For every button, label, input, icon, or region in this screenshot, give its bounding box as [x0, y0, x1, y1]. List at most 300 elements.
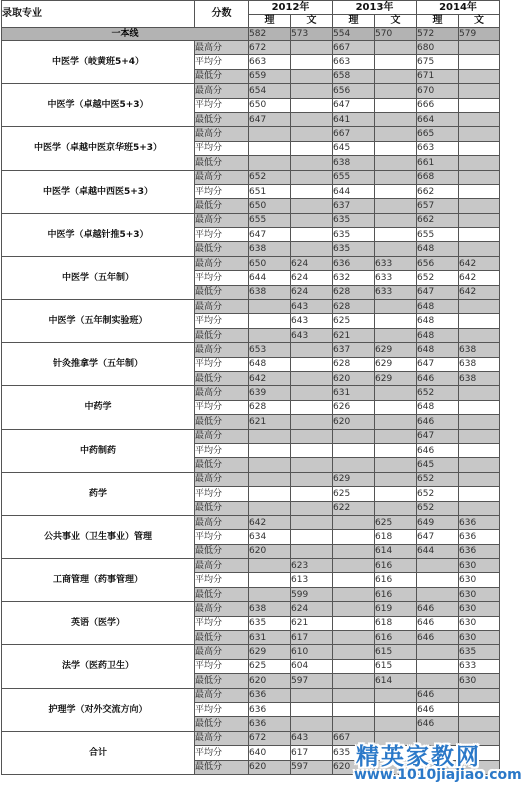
table-row — [2, 170, 500, 184]
score-type-cell: 最高分 — [195, 170, 249, 184]
score-cell: 650 — [249, 199, 291, 213]
score-cell — [291, 184, 333, 198]
year-header-2012: 2012年 — [249, 1, 333, 15]
score-cell: 628 — [333, 357, 375, 371]
score-cell — [417, 645, 459, 659]
score-cell: 646 — [417, 415, 459, 429]
score-cell — [333, 515, 375, 529]
table-row — [2, 343, 500, 357]
score-cell: 647 — [333, 98, 375, 112]
score-cell — [375, 242, 417, 256]
score-cell — [249, 328, 291, 342]
score-cell: 614 — [375, 544, 417, 558]
score-type-cell: 最低分 — [195, 458, 249, 472]
score-cell — [459, 156, 500, 170]
score-cell: 636 — [459, 530, 500, 544]
score-cell: 617 — [291, 631, 333, 645]
score-cell — [291, 530, 333, 544]
score-cell: 647 — [417, 429, 459, 443]
score-cell: 621 — [333, 328, 375, 342]
score-cell: 663 — [333, 55, 375, 69]
score-cell: 646 — [417, 616, 459, 630]
score-cell — [249, 141, 291, 155]
score-cell: 642 — [249, 515, 291, 529]
score-cell: 620 — [249, 674, 291, 688]
score-cell: 617 — [291, 746, 333, 760]
score-cell: 623 — [291, 559, 333, 573]
score-cell — [291, 544, 333, 558]
score-cell: 604 — [291, 659, 333, 673]
score-cell — [291, 41, 333, 55]
score-cell — [249, 300, 291, 314]
score-cell — [459, 69, 500, 83]
score-cell: 640 — [249, 746, 291, 760]
score-cell: 635 — [333, 228, 375, 242]
score-cell: 625 — [375, 515, 417, 529]
score-cell: 663 — [417, 141, 459, 155]
score-cell — [375, 400, 417, 414]
score-cell: 625 — [333, 487, 375, 501]
score-type-cell: 最高分 — [195, 343, 249, 357]
admission-score-table — [1, 0, 500, 775]
score-cell — [291, 472, 333, 486]
score-cell — [291, 371, 333, 385]
score-type-cell: 最高分 — [195, 84, 249, 98]
score-type-cell: 平均分 — [195, 400, 249, 414]
score-cell — [291, 228, 333, 242]
score-cell — [333, 616, 375, 630]
score-cell: 625 — [333, 314, 375, 328]
score-cell — [375, 429, 417, 443]
score-cell: 643 — [291, 731, 333, 745]
score-cell: 642 — [459, 285, 500, 299]
score-cell — [375, 55, 417, 69]
score-type-cell: 平均分 — [195, 228, 249, 242]
subject-header-science: 理 — [417, 15, 459, 28]
score-cell — [333, 429, 375, 443]
score-type-cell: 最低分 — [195, 631, 249, 645]
score-cell — [291, 443, 333, 457]
score-cell — [459, 328, 500, 342]
score-cell — [291, 400, 333, 414]
score-cell — [375, 228, 417, 242]
major-name-cell: 合计 — [2, 731, 195, 774]
score-type-cell: 最低分 — [195, 199, 249, 213]
score-cell — [375, 746, 417, 760]
score-cell — [375, 760, 417, 774]
score-cell: 649 — [417, 515, 459, 529]
header-row-years — [2, 1, 500, 15]
score-cell: 648 — [417, 314, 459, 328]
score-cell: 624 — [291, 271, 333, 285]
score-cell: 636 — [333, 256, 375, 270]
score-cell — [249, 587, 291, 601]
score-cell — [291, 717, 333, 731]
major-name-cell: 中医学（卓越中西医5+3） — [2, 170, 195, 213]
score-type-cell: 最低分 — [195, 285, 249, 299]
year-header-2014: 2014年 — [417, 1, 500, 15]
score-cell: 629 — [375, 343, 417, 357]
score-cell: 633 — [459, 659, 500, 673]
score-cell: 615 — [375, 645, 417, 659]
score-cell — [249, 559, 291, 573]
score-cell — [417, 587, 459, 601]
score-cell: 638 — [459, 343, 500, 357]
yiben-value: 573 — [291, 28, 333, 41]
score-cell — [291, 415, 333, 429]
score-cell — [459, 688, 500, 702]
score-cell: 652 — [417, 472, 459, 486]
score-cell: 650 — [249, 98, 291, 112]
score-cell: 663 — [249, 55, 291, 69]
subject-header-arts: 文 — [459, 15, 500, 28]
score-cell: 651 — [249, 184, 291, 198]
score-cell: 647 — [417, 285, 459, 299]
score-type-cell: 平均分 — [195, 271, 249, 285]
score-cell — [333, 559, 375, 573]
score-cell: 643 — [291, 314, 333, 328]
score-type-cell: 最高分 — [195, 515, 249, 529]
score-cell — [459, 127, 500, 141]
score-cell — [459, 300, 500, 314]
score-cell — [459, 429, 500, 443]
score-cell: 650 — [249, 256, 291, 270]
score-cell — [459, 760, 500, 774]
yiben-line-label: 一本线 — [2, 28, 249, 41]
score-type-cell: 最低分 — [195, 328, 249, 342]
score-cell: 652 — [417, 386, 459, 400]
watermark-url: www.1010jiajiao.com — [354, 767, 522, 783]
score-cell — [459, 717, 500, 731]
score-cell — [375, 300, 417, 314]
score-type-cell: 平均分 — [195, 573, 249, 587]
score-cell: 620 — [333, 760, 375, 774]
score-cell: 648 — [417, 400, 459, 414]
score-cell: 638 — [333, 156, 375, 170]
score-cell — [417, 731, 459, 745]
score-cell: 618 — [375, 530, 417, 544]
table-row — [2, 127, 500, 141]
score-cell: 655 — [333, 170, 375, 184]
score-cell — [459, 731, 500, 745]
score-cell — [459, 501, 500, 515]
score-cell: 637 — [333, 343, 375, 357]
table-row — [2, 731, 500, 745]
score-type-cell: 最低分 — [195, 587, 249, 601]
table-row — [2, 645, 500, 659]
score-cell: 618 — [375, 616, 417, 630]
score-cell: 652 — [249, 170, 291, 184]
score-cell: 630 — [459, 587, 500, 601]
score-cell — [249, 429, 291, 443]
score-cell — [333, 645, 375, 659]
yiben-value: 582 — [249, 28, 291, 41]
score-cell: 655 — [249, 213, 291, 227]
score-cell — [375, 472, 417, 486]
score-cell: 644 — [249, 271, 291, 285]
score-cell: 653 — [249, 343, 291, 357]
major-name-cell: 中药学 — [2, 386, 195, 429]
score-cell: 616 — [375, 573, 417, 587]
yiben-value: 572 — [417, 28, 459, 41]
score-cell — [375, 731, 417, 745]
score-cell: 639 — [249, 386, 291, 400]
score-cell: 642 — [249, 371, 291, 385]
score-type-cell: 最高分 — [195, 127, 249, 141]
table-row — [2, 602, 500, 616]
score-cell — [249, 314, 291, 328]
score-cell — [459, 184, 500, 198]
score-type-cell: 最低分 — [195, 242, 249, 256]
score-cell — [249, 443, 291, 457]
score-cell — [333, 659, 375, 673]
score-cell: 664 — [417, 112, 459, 126]
score-cell: 642 — [459, 271, 500, 285]
score-type-cell: 最低分 — [195, 544, 249, 558]
score-cell — [375, 112, 417, 126]
score-cell — [291, 55, 333, 69]
score-type-cell: 平均分 — [195, 659, 249, 673]
score-cell — [375, 487, 417, 501]
score-cell — [291, 112, 333, 126]
score-type-column-header: 分数 — [195, 1, 249, 28]
score-cell — [333, 573, 375, 587]
score-cell: 620 — [249, 544, 291, 558]
score-cell — [459, 213, 500, 227]
major-name-cell: 中医学（卓越针推5+3） — [2, 213, 195, 256]
score-type-cell: 最高分 — [195, 300, 249, 314]
score-cell — [375, 41, 417, 55]
score-cell — [249, 458, 291, 472]
score-cell — [459, 386, 500, 400]
score-cell: 641 — [333, 112, 375, 126]
score-cell: 648 — [417, 328, 459, 342]
score-cell — [333, 717, 375, 731]
score-type-cell: 最低分 — [195, 674, 249, 688]
score-cell — [375, 98, 417, 112]
score-type-cell: 最高分 — [195, 41, 249, 55]
score-cell: 652 — [417, 487, 459, 501]
score-cell: 656 — [417, 256, 459, 270]
score-cell — [291, 501, 333, 515]
score-cell: 636 — [249, 688, 291, 702]
score-cell: 662 — [417, 184, 459, 198]
score-cell: 619 — [375, 602, 417, 616]
score-cell: 646 — [417, 371, 459, 385]
score-cell — [459, 170, 500, 184]
major-name-cell: 药学 — [2, 472, 195, 515]
score-cell: 638 — [249, 285, 291, 299]
table-row — [2, 41, 500, 55]
score-cell: 630 — [459, 631, 500, 645]
score-cell: 620 — [333, 371, 375, 385]
score-cell — [291, 127, 333, 141]
score-type-cell: 平均分 — [195, 746, 249, 760]
score-cell: 665 — [417, 127, 459, 141]
score-cell — [459, 400, 500, 414]
score-cell: 638 — [459, 357, 500, 371]
score-cell: 637 — [333, 199, 375, 213]
score-cell: 655 — [417, 228, 459, 242]
yiben-line-row — [2, 28, 500, 41]
score-cell: 622 — [333, 501, 375, 515]
score-type-cell: 最低分 — [195, 112, 249, 126]
score-cell — [291, 688, 333, 702]
score-cell: 646 — [417, 702, 459, 716]
score-cell — [417, 559, 459, 573]
score-cell — [291, 156, 333, 170]
table-row — [2, 472, 500, 486]
score-cell: 672 — [249, 731, 291, 745]
score-type-cell: 平均分 — [195, 487, 249, 501]
major-name-cell: 工商管理（药事管理） — [2, 559, 195, 602]
score-cell — [375, 386, 417, 400]
score-cell: 644 — [417, 544, 459, 558]
score-cell: 616 — [375, 559, 417, 573]
score-type-cell: 最低分 — [195, 415, 249, 429]
score-type-cell: 平均分 — [195, 616, 249, 630]
score-cell: 615 — [375, 659, 417, 673]
score-cell — [375, 184, 417, 198]
score-cell: 667 — [333, 731, 375, 745]
score-cell: 635 — [333, 242, 375, 256]
score-cell: 628 — [249, 400, 291, 414]
table-row — [2, 559, 500, 573]
score-cell — [291, 515, 333, 529]
score-cell: 597 — [291, 760, 333, 774]
major-name-cell: 中医学（五年制实验班） — [2, 300, 195, 343]
score-cell — [333, 443, 375, 457]
score-type-cell: 平均分 — [195, 184, 249, 198]
score-cell: 613 — [291, 573, 333, 587]
score-type-cell: 平均分 — [195, 702, 249, 716]
score-cell — [291, 343, 333, 357]
score-cell: 658 — [333, 69, 375, 83]
major-name-cell: 英语（医学） — [2, 602, 195, 645]
score-cell: 635 — [333, 213, 375, 227]
score-type-cell: 最低分 — [195, 760, 249, 774]
subject-header-arts: 文 — [375, 15, 417, 28]
score-cell — [417, 674, 459, 688]
score-type-cell: 最高分 — [195, 645, 249, 659]
score-cell: 631 — [249, 631, 291, 645]
score-cell — [249, 573, 291, 587]
score-cell — [375, 415, 417, 429]
score-type-cell: 最高分 — [195, 688, 249, 702]
score-cell: 636 — [249, 717, 291, 731]
score-cell — [459, 415, 500, 429]
score-cell: 625 — [249, 659, 291, 673]
score-cell — [375, 314, 417, 328]
table-row — [2, 213, 500, 227]
score-cell: 630 — [459, 559, 500, 573]
score-cell: 630 — [459, 674, 500, 688]
score-cell: 671 — [417, 69, 459, 83]
score-cell — [417, 746, 459, 760]
score-type-cell: 平均分 — [195, 141, 249, 155]
score-cell — [333, 458, 375, 472]
score-cell — [333, 587, 375, 601]
score-cell — [291, 242, 333, 256]
score-cell — [291, 458, 333, 472]
score-cell — [375, 69, 417, 83]
score-cell — [459, 487, 500, 501]
score-cell: 644 — [333, 184, 375, 198]
score-cell — [459, 443, 500, 457]
score-cell — [375, 328, 417, 342]
score-cell — [291, 199, 333, 213]
score-cell — [249, 472, 291, 486]
score-cell — [459, 41, 500, 55]
score-cell: 646 — [417, 688, 459, 702]
score-cell — [459, 242, 500, 256]
score-cell: 636 — [459, 544, 500, 558]
watermark-title: 精英家教网 — [356, 744, 481, 770]
subject-header-science: 理 — [333, 15, 375, 28]
score-cell: 636 — [459, 515, 500, 529]
major-name-cell: 公共事业（卫生事业）管理 — [2, 515, 195, 558]
score-cell: 624 — [291, 602, 333, 616]
score-cell — [375, 84, 417, 98]
score-cell — [375, 458, 417, 472]
score-cell — [375, 501, 417, 515]
subject-header-science: 理 — [249, 15, 291, 28]
score-cell — [291, 98, 333, 112]
score-cell: 656 — [333, 84, 375, 98]
major-name-cell: 中医学（卓越中医京华班5+3） — [2, 127, 195, 170]
score-cell: 667 — [333, 127, 375, 141]
score-cell — [249, 156, 291, 170]
score-cell — [249, 501, 291, 515]
score-cell — [459, 458, 500, 472]
year-header-2013: 2013年 — [333, 1, 417, 15]
score-cell: 645 — [333, 141, 375, 155]
score-cell: 616 — [375, 631, 417, 645]
score-cell: 610 — [291, 645, 333, 659]
score-cell: 621 — [291, 616, 333, 630]
score-cell: 629 — [333, 472, 375, 486]
score-cell — [417, 573, 459, 587]
score-cell: 638 — [249, 602, 291, 616]
score-cell: 616 — [375, 587, 417, 601]
score-cell: 629 — [249, 645, 291, 659]
score-cell — [291, 84, 333, 98]
score-cell — [459, 314, 500, 328]
score-cell — [375, 702, 417, 716]
score-cell — [375, 688, 417, 702]
score-type-cell: 最低分 — [195, 371, 249, 385]
score-cell — [459, 746, 500, 760]
score-type-cell: 最高分 — [195, 213, 249, 227]
score-cell: 672 — [249, 41, 291, 55]
major-column-header: 录取专业 — [2, 1, 195, 28]
score-cell: 652 — [417, 271, 459, 285]
major-name-cell: 中医学（五年制） — [2, 256, 195, 299]
score-cell: 646 — [417, 631, 459, 645]
table-row — [2, 256, 500, 270]
score-cell: 633 — [375, 271, 417, 285]
table-row — [2, 515, 500, 529]
score-cell: 635 — [249, 616, 291, 630]
score-cell: 647 — [249, 228, 291, 242]
score-cell — [291, 213, 333, 227]
score-cell — [459, 55, 500, 69]
score-cell — [417, 760, 459, 774]
score-cell — [291, 69, 333, 83]
score-cell: 628 — [333, 300, 375, 314]
score-cell: 643 — [291, 300, 333, 314]
score-cell: 643 — [291, 328, 333, 342]
